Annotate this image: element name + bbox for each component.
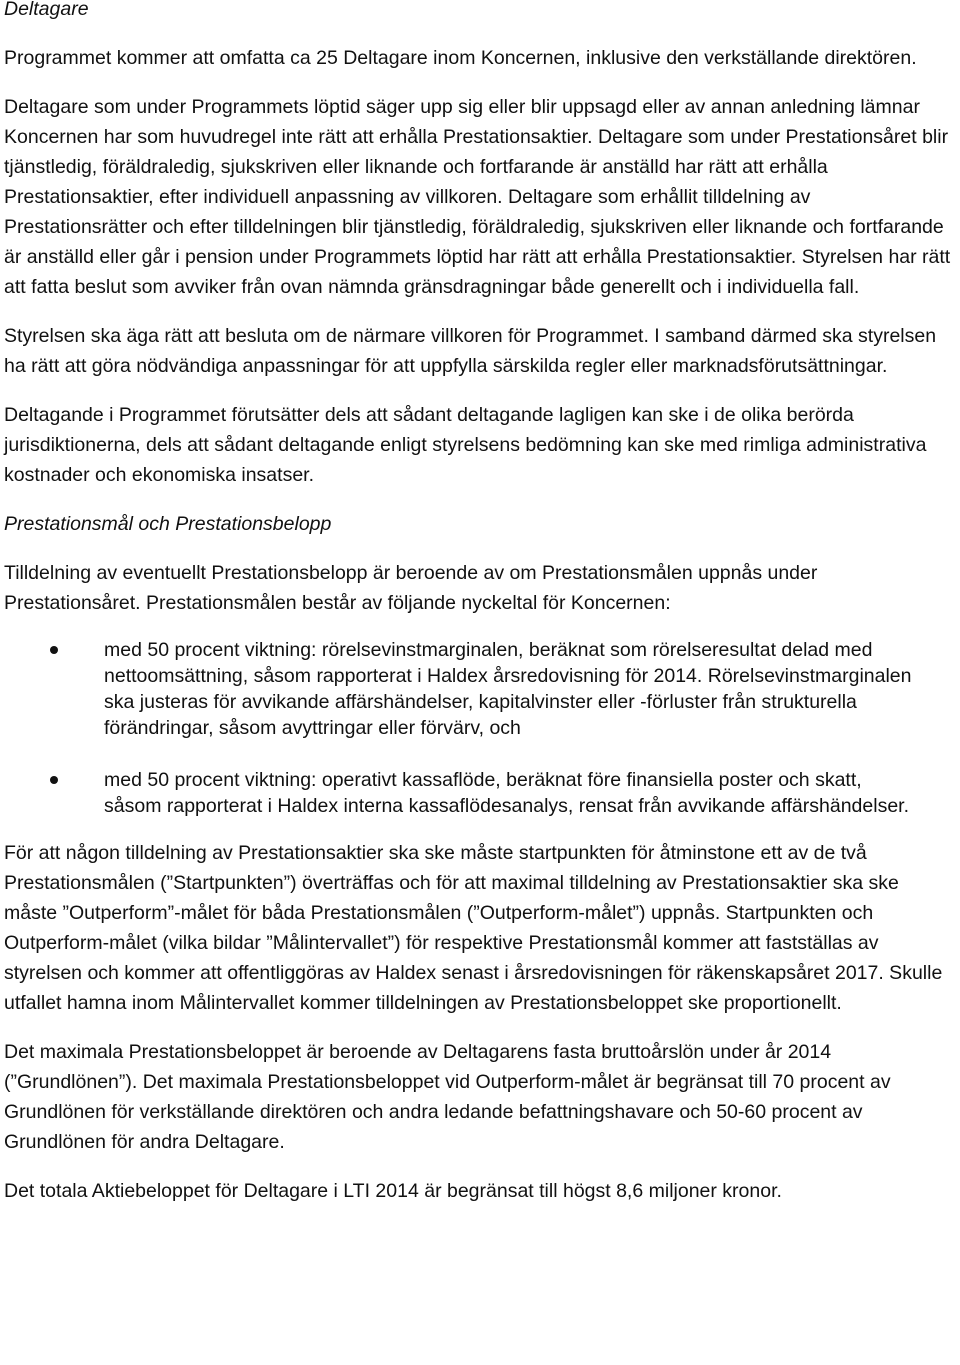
paragraph: Programmet kommer att omfatta ca 25 Deltagare inom Koncernen, inklusive den verkställande direktören. <box>4 47 917 69</box>
bullet-icon <box>50 776 58 784</box>
paragraph: Tilldelning av eventuellt Prestationsbelopp är beroende av om Prestationsmålen uppnås under Prestationsåret. Prestationsmålen består av följande nyckeltal för Koncernen: <box>4 562 818 614</box>
section-heading-prestationsmal: Prestationsmål och Prestationsbelopp <box>4 513 332 535</box>
list-item <box>4 637 954 741</box>
bullet-icon <box>50 646 58 654</box>
paragraph: Deltagande i Programmet förutsätter dels att sådant deltagande lagligen kan ske i de olika berörda jurisdiktionerna, dels att sådant deltagande enligt styrelsens bedömning kan ske med rimliga administrativa kostnader och ekonomiska insatser. <box>4 404 927 486</box>
list-item <box>4 767 954 819</box>
paragraph: Det totala Aktiebeloppet för Deltagare i LTI 2014 är begränsat till högst 8,6 miljoner kronor. <box>4 1180 782 1202</box>
section-heading-deltagare: Deltagare <box>4 0 89 20</box>
document-page <box>4 0 954 1206</box>
paragraph: Deltagare som under Programmets löptid säger upp sig eller blir uppsagd eller av annan anledning lämnar Koncernen har som huvudregel inte rätt att erhålla Prestationsaktier. Deltagare som under Prestationsåret blir tjänstledig, föräldraledig, sjukskriven eller liknande och fortfarande är anställd har rätt att erhålla Prestationsaktier, efter individuell anpassning av villkoren. Deltagare som erhållit tilldelning av Prestationsrätter och efter tilldelningen blir tjänstledig, föräldraledig, sjukskriven eller liknande och fortfarande är anställd eller går i pension under Programmets löptid har rätt att erhålla Prestationsaktier. Styrelsen har rätt att fatta beslut som avviker från ovan nämnda gränsdragningar både generellt och i individuella fall. <box>4 96 951 298</box>
paragraph: Styrelsen ska äga rätt att besluta om de närmare villkoren för Programmet. I samband därmed ska styrelsen ha rätt att göra nödvändiga anpassningar för att uppfylla särskilda regler eller marknadsförutsättningar. <box>4 325 937 377</box>
paragraph: Det maximala Prestationsbeloppet är beroende av Deltagarens fasta bruttoårslön under år 2014 (”Grundlönen”). Det maximala Prestationsbeloppet vid Outperform-målet är begränsat till 70 procent av Grundlönen för verkställande direktören och andra ledande befattningshavare och 50-60 procent av Grundlönen för andra Deltagare. <box>4 1041 891 1153</box>
bullet-list <box>4 637 954 819</box>
list-item-text: med 50 procent viktning: rörelsevinstmarginalen, beräknat som rörelseresultat delad med nettoomsättning, såsom rapporterat i Haldex årsredovisning för 2014. Rörelsevinstmarginalen ska justeras för avvikande affärshändelser, kapitalvinster eller -förluster från strukturella förändringar, såsom avyttringar eller förvärv, och <box>104 639 912 739</box>
list-item-text: med 50 procent viktning: operativt kassaflöde, beräknat före finansiella poster och skatt, såsom rapporterat i Haldex interna kassaflödesanalys, rensat från avvikande affärshändelser. <box>104 769 910 817</box>
paragraph: För att någon tilldelning av Prestationsaktier ska ske måste startpunkten för åtminstone ett av de två Prestationsmålen (”Startpunkten”) överträffas och för att maximal tilldelning av Prestationsaktier ska ske måste ”Outperform”-målet för båda Prestationsmålen (”Outperform-målet”) uppnås. Startpunkten och Outperform-målet (vilka bildar ”Målintervallet”) för respektive Prestationsmål kommer att fastställas av styrelsen och kommer att offentliggöras av Haldex senast i årsredovisningen för räkenskapsåret 2017. Skulle utfallet hamna inom Målintervallet kommer tilldelningen av Prestationsbeloppet ske proportionellt. <box>4 842 943 1014</box>
